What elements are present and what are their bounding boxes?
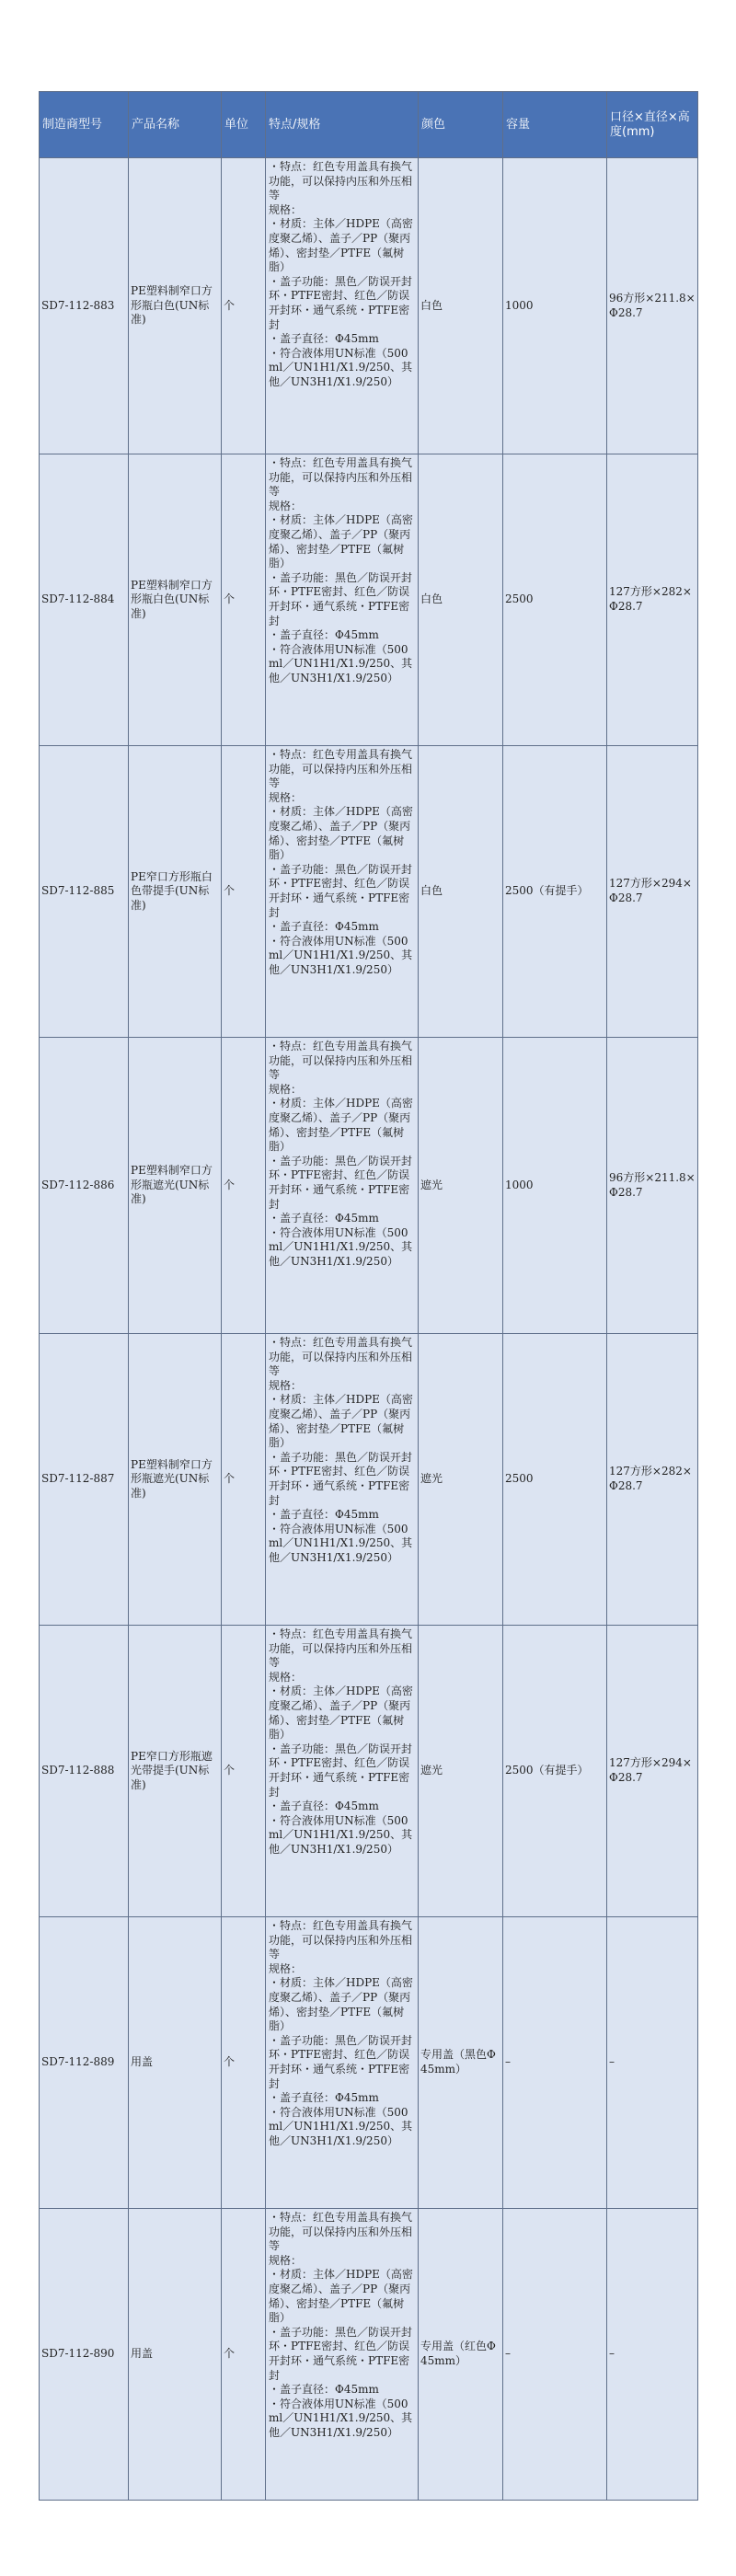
feature-line: ・符合液体用UN标准（500ml／UN1H1/X1.9/250、其他／UN3H1/X1.9/250） <box>269 1522 413 1564</box>
feature-line: ・材质：主体／HDPE（高密度聚乙烯）、盖子／PP（聚丙烯）、密封垫／PTFE（氟树脂） <box>269 1976 413 2033</box>
feature-line: ・符合液体用UN标准（500ml／UN1H1/X1.9/250、其他／UN3H1/X1.9/250） <box>269 2105 413 2147</box>
cell-model: SD7-112-890 <box>40 2209 129 2501</box>
cell-product-name: PE塑料制窄口方形瓶白色(UN标准) <box>129 158 222 454</box>
cell-unit: 个 <box>222 1038 266 1334</box>
cell-features <box>266 1038 419 1334</box>
cell-product-name: 用盖 <box>129 2209 222 2501</box>
feature-line: 规格： <box>269 1670 303 1684</box>
cell-model: SD7-112-889 <box>40 1917 129 2209</box>
header-row <box>40 92 698 158</box>
feature-line: ・材质：主体／HDPE（高密度聚乙烯）、盖子／PP（聚丙烯）、密封垫／PTFE（氟树脂） <box>269 513 413 570</box>
cell-product-name: PE塑料制窄口方形瓶遮光(UN标准) <box>129 1334 222 1626</box>
product-spec-table-container <box>39 91 697 2501</box>
cell-color: 白色 <box>419 158 503 454</box>
feature-line: ・盖子功能：黑色／防误开封环・PTFE密封、红色／防误开封环・通气系统・PTFE密封 <box>269 1154 413 1211</box>
feature-line: ・特点：红色专用盖具有换气功能，可以保持内压和外压相等 <box>269 456 413 499</box>
cell-model: SD7-112-884 <box>40 454 129 746</box>
feature-line: ・盖子直径：Φ45mm <box>269 1800 379 1813</box>
cell-product-name: PE塑料制窄口方形瓶遮光(UN标准) <box>129 1038 222 1334</box>
table-body <box>40 158 698 2501</box>
feature-line: ・盖子直径：Φ45mm <box>269 332 379 346</box>
cell-dimensions: 96方形×211.8×Φ28.7 <box>607 1038 698 1334</box>
cell-model: SD7-112-883 <box>40 158 129 454</box>
cell-unit: 个 <box>222 1917 266 2209</box>
cell-unit: 个 <box>222 1626 266 1917</box>
cell-capacity: 2500（有提手） <box>503 1626 607 1917</box>
feature-line: ・材质：主体／HDPE（高密度聚乙烯）、盖子／PP（聚丙烯）、密封垫／PTFE（氟树脂） <box>269 2268 413 2325</box>
feature-line: ・特点：红色专用盖具有换气功能，可以保持内压和外压相等 <box>269 1336 413 1378</box>
feature-line: ・材质：主体／HDPE（高密度聚乙烯）、盖子／PP（聚丙烯）、密封垫／PTFE（氟树脂） <box>269 805 413 862</box>
feature-line: ・特点：红色专用盖具有换气功能，可以保持内压和外压相等 <box>269 1040 413 1082</box>
table-row <box>40 454 698 746</box>
header-dimensions: 口径×直径×高度(mm) <box>607 92 698 158</box>
cell-color: 遮光 <box>419 1334 503 1626</box>
cell-features <box>266 2209 419 2501</box>
feature-line: ・符合液体用UN标准（500ml／UN1H1/X1.9/250、其他／UN3H1/X1.9/250） <box>269 1225 413 1268</box>
table-row <box>40 2209 698 2501</box>
cell-features <box>266 1334 419 1626</box>
cell-color: 专用盖（红色Φ45mm） <box>419 2209 503 2501</box>
cell-dimensions: 96方形×211.8×Φ28.7 <box>607 158 698 454</box>
cell-unit: 个 <box>222 1334 266 1626</box>
feature-line: ・材质：主体／HDPE（高密度聚乙烯）、盖子／PP（聚丙烯）、密封垫／PTFE（氟树脂） <box>269 1685 413 1742</box>
feature-line: ・盖子直径：Φ45mm <box>269 1212 379 1225</box>
cell-unit: 个 <box>222 158 266 454</box>
cell-color: 白色 <box>419 454 503 746</box>
cell-product-name: PE窄口方形瓶遮光带提手(UN标准) <box>129 1626 222 1917</box>
header-product-name: 产品名称 <box>129 92 222 158</box>
feature-line: ・盖子功能：黑色／防误开封环・PTFE密封、红色／防误开封环・通气系统・PTFE密封 <box>269 862 413 919</box>
cell-unit: 个 <box>222 454 266 746</box>
cell-product-name: PE窄口方形瓶白色带提手(UN标准) <box>129 746 222 1038</box>
table-row <box>40 1626 698 1917</box>
cell-dimensions: – <box>607 1917 698 2209</box>
feature-line: ・特点：红色专用盖具有换气功能，可以保持内压和外压相等 <box>269 748 413 790</box>
feature-line: ・材质：主体／HDPE（高密度聚乙烯）、盖子／PP（聚丙烯）、密封垫／PTFE（氟树脂） <box>269 217 413 274</box>
cell-features <box>266 454 419 746</box>
feature-line: ・盖子直径：Φ45mm <box>269 1508 379 1522</box>
cell-product-name: 用盖 <box>129 1917 222 2209</box>
feature-line: ・盖子直径：Φ45mm <box>269 628 379 642</box>
feature-line: 规格： <box>269 790 303 804</box>
cell-unit: 个 <box>222 746 266 1038</box>
cell-model: SD7-112-886 <box>40 1038 129 1334</box>
feature-line: 规格： <box>269 1082 303 1096</box>
cell-capacity: – <box>503 2209 607 2501</box>
cell-capacity: 1000 <box>503 1038 607 1334</box>
cell-product-name: PE塑料制窄口方形瓶白色(UN标准) <box>129 454 222 746</box>
cell-model: SD7-112-888 <box>40 1626 129 1917</box>
feature-line: ・盖子功能：黑色／防误开封环・PTFE密封、红色／防误开封环・通气系统・PTFE密封 <box>269 1450 413 1507</box>
feature-line: ・符合液体用UN标准（500ml／UN1H1/X1.9/250、其他／UN3H1/X1.9/250） <box>269 642 413 684</box>
feature-line: 规格： <box>269 202 303 216</box>
feature-line: ・盖子功能：黑色／防误开封环・PTFE密封、红色／防误开封环・通气系统・PTFE密封 <box>269 1742 413 1799</box>
feature-line: ・特点：红色专用盖具有换气功能，可以保持内压和外压相等 <box>269 1919 413 1961</box>
feature-line: ・特点：红色专用盖具有换气功能，可以保持内压和外压相等 <box>269 1627 413 1670</box>
feature-line: 规格： <box>269 499 303 512</box>
feature-line: ・特点：红色专用盖具有换气功能，可以保持内压和外压相等 <box>269 2211 413 2253</box>
table-row <box>40 746 698 1038</box>
cell-capacity: 2500 <box>503 1334 607 1626</box>
cell-dimensions: 127方形×282×Φ28.7 <box>607 454 698 746</box>
cell-features <box>266 1626 419 1917</box>
feature-line: 规格： <box>269 1378 303 1392</box>
cell-capacity: – <box>503 1917 607 2209</box>
cell-dimensions: 127方形×282×Φ28.7 <box>607 1334 698 1626</box>
header-color: 颜色 <box>419 92 503 158</box>
feature-line: 规格： <box>269 1961 303 1975</box>
table-row <box>40 1917 698 2209</box>
cell-color: 白色 <box>419 746 503 1038</box>
feature-line: ・符合液体用UN标准（500ml／UN1H1/X1.9/250、其他／UN3H1/X1.9/250） <box>269 346 413 388</box>
table-row <box>40 1334 698 1626</box>
cell-unit: 个 <box>222 2209 266 2501</box>
feature-line: ・符合液体用UN标准（500ml／UN1H1/X1.9/250、其他／UN3H1/X1.9/250） <box>269 2397 413 2439</box>
feature-line: ・盖子功能：黑色／防误开封环・PTFE密封、红色／防误开封环・通气系统・PTFE密封 <box>269 2033 413 2090</box>
cell-features <box>266 158 419 454</box>
feature-line: 规格： <box>269 2253 303 2267</box>
cell-dimensions: 127方形×294×Φ28.7 <box>607 1626 698 1917</box>
cell-model: SD7-112-887 <box>40 1334 129 1626</box>
feature-line: ・材质：主体／HDPE（高密度聚乙烯）、盖子／PP（聚丙烯）、密封垫／PTFE（氟树脂） <box>269 1097 413 1154</box>
cell-dimensions: – <box>607 2209 698 2501</box>
cell-features <box>266 746 419 1038</box>
header-unit: 单位 <box>222 92 266 158</box>
cell-color: 专用盖（黑色Φ45mm） <box>419 1917 503 2209</box>
table-row <box>40 1038 698 1334</box>
header-features: 特点/规格 <box>266 92 419 158</box>
cell-capacity: 1000 <box>503 158 607 454</box>
feature-line: ・特点：红色专用盖具有换气功能，可以保持内压和外压相等 <box>269 160 413 202</box>
cell-model: SD7-112-885 <box>40 746 129 1038</box>
cell-capacity: 2500 <box>503 454 607 746</box>
feature-line: ・盖子功能：黑色／防误开封环・PTFE密封、红色／防误开封环・通气系统・PTFE密封 <box>269 274 413 331</box>
feature-line: ・符合液体用UN标准（500ml／UN1H1/X1.9/250、其他／UN3H1/X1.9/250） <box>269 1813 413 1856</box>
cell-capacity: 2500（有提手） <box>503 746 607 1038</box>
feature-line: ・盖子直径：Φ45mm <box>269 2383 379 2397</box>
feature-line: ・符合液体用UN标准（500ml／UN1H1/X1.9/250、其他／UN3H1/X1.9/250） <box>269 934 413 976</box>
feature-line: ・盖子直径：Φ45mm <box>269 2091 379 2105</box>
feature-line: ・材质：主体／HDPE（高密度聚乙烯）、盖子／PP（聚丙烯）、密封垫／PTFE（氟树脂） <box>269 1393 413 1450</box>
table-row <box>40 158 698 454</box>
cell-features <box>266 1917 419 2209</box>
cell-color: 遮光 <box>419 1038 503 1334</box>
feature-line: ・盖子功能：黑色／防误开封环・PTFE密封、红色／防误开封环・通气系统・PTFE密封 <box>269 2325 413 2382</box>
cell-color: 遮光 <box>419 1626 503 1917</box>
cell-dimensions: 127方形×294×Φ28.7 <box>607 746 698 1038</box>
header-model: 制造商型号 <box>40 92 129 158</box>
feature-line: ・盖子直径：Φ45mm <box>269 920 379 934</box>
feature-line: ・盖子功能：黑色／防误开封环・PTFE密封、红色／防误开封环・通气系统・PTFE密封 <box>269 570 413 627</box>
header-capacity: 容量 <box>503 92 607 158</box>
product-spec-table <box>39 91 698 2501</box>
